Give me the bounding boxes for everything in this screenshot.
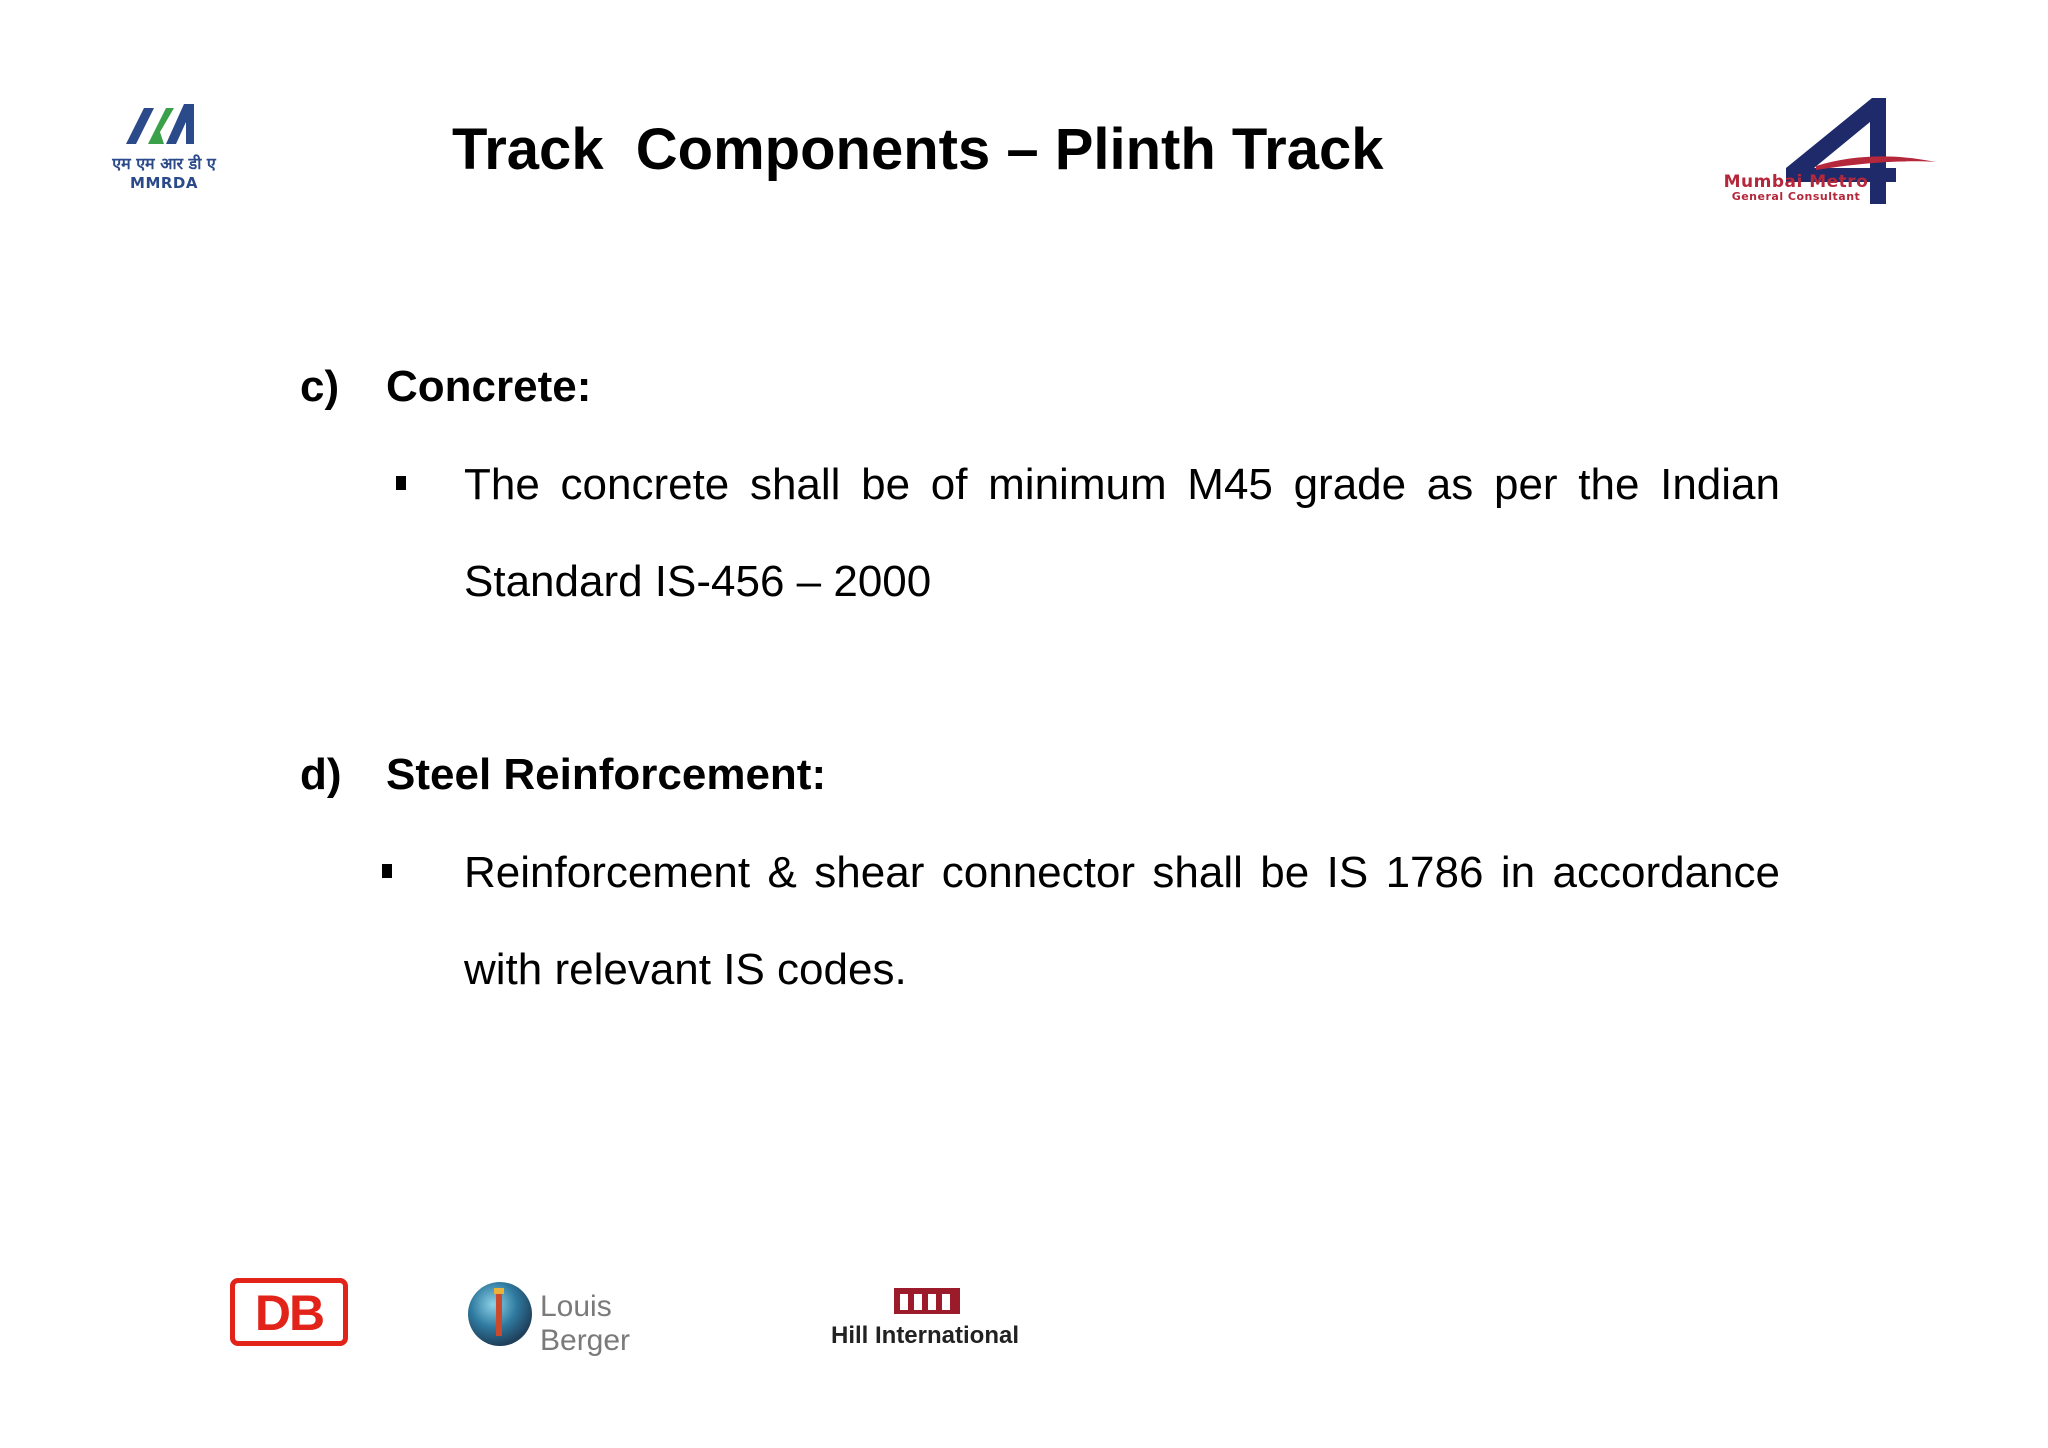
- metro-name-text: Mumbai Metro: [1723, 172, 1869, 192]
- mmrda-abbr-text: MMRDA: [130, 174, 198, 192]
- metro-subtitle-text: General Consultant: [1731, 190, 1861, 203]
- section-d-label: d): [300, 750, 342, 799]
- db-logo-icon: DB: [254, 1285, 324, 1341]
- louis-berger-logo: [464, 1278, 704, 1357]
- mmrda-hindi-text: एम एम आर डी ए: [112, 154, 216, 173]
- bullet-square-icon: [396, 476, 406, 490]
- mumbai-metro-logo: [1696, 96, 1936, 208]
- bullet-square-icon: [382, 864, 392, 878]
- section-d-paragraph: Reinforcement & shear connector shall be IS 1786 in accordance with relevant IS codes.: [464, 848, 1780, 994]
- hill-international-logo: [812, 1286, 1038, 1356]
- louis-berger-logo-icon: [464, 1278, 536, 1350]
- section-c-label: c): [300, 362, 340, 411]
- section-d-heading: Steel Reinforcement:: [386, 750, 827, 799]
- hill-international-text: Hill International: [830, 1322, 1019, 1349]
- louis-berger-text: Louis Berger: [540, 1290, 631, 1357]
- section-c-paragraph: The concrete shall be of minimum M45 grade as per the Indian Standard IS-456 – 2000: [464, 460, 1780, 606]
- section-c-heading: Concrete:: [386, 362, 592, 411]
- mmrda-logo-icon: [104, 96, 224, 156]
- hill-international-logo-icon: [812, 1286, 1038, 1318]
- db-logo: [230, 1278, 348, 1346]
- mmrda-logo: [104, 96, 224, 196]
- page-title: Track Components – Plinth Track: [452, 117, 1384, 182]
